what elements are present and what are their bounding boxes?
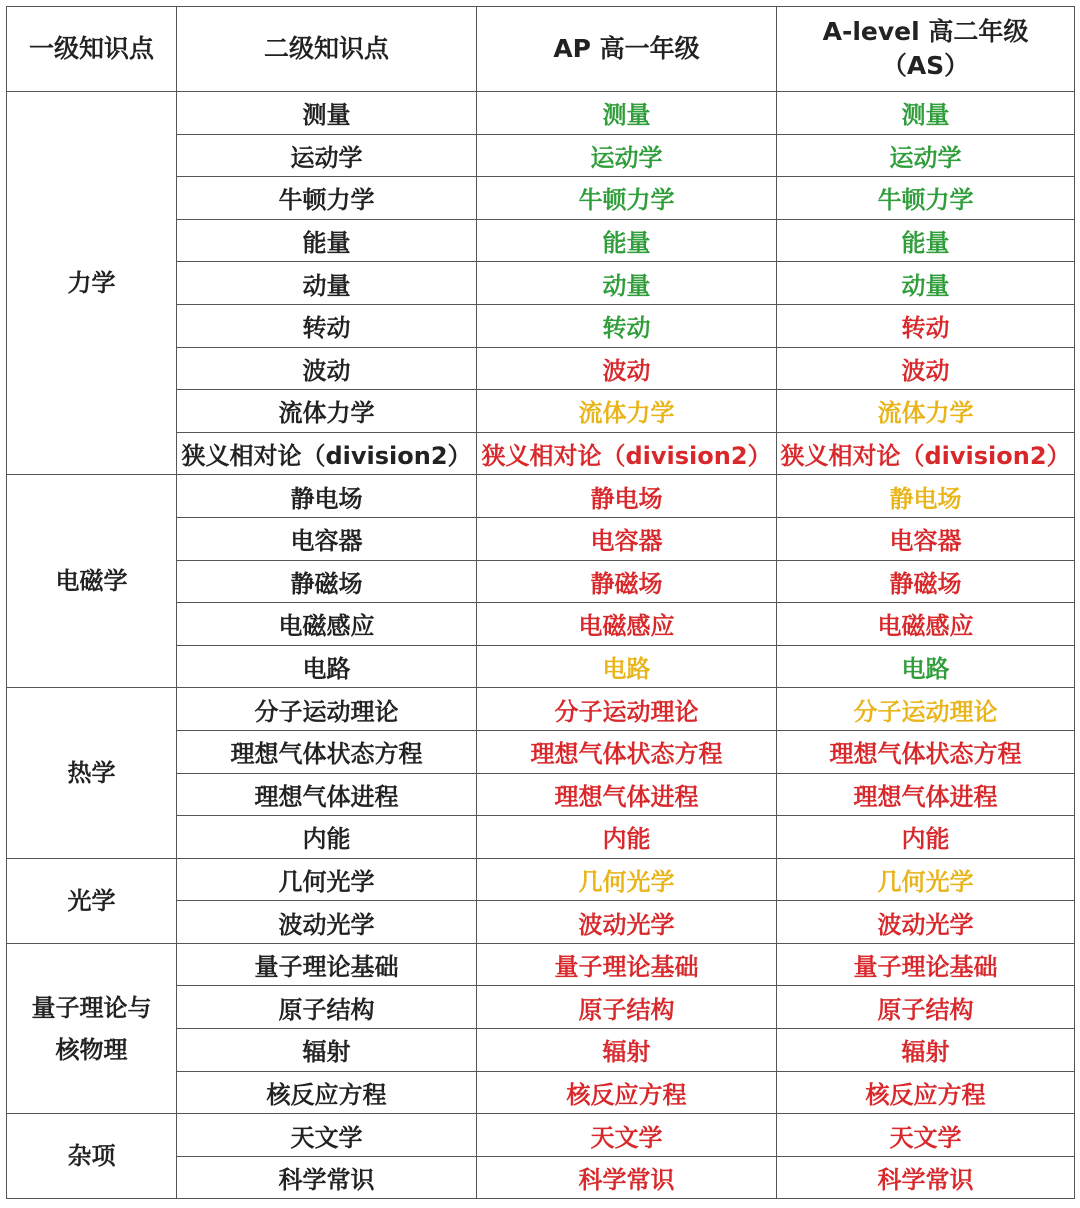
alevel-grade2-cell: 量子理论基础 [777, 943, 1075, 986]
ap-grade1-cell: 电容器 [477, 517, 777, 560]
category-name-line: 杂项 [67, 1142, 116, 1171]
subtopic-cell: 动量 [177, 262, 477, 305]
subtopic-cell: 原子结构 [177, 986, 477, 1029]
header-level2: 二级知识点 [177, 7, 477, 92]
ap-grade1-cell: 电磁感应 [477, 603, 777, 646]
ap-grade1-cell: 内能 [477, 816, 777, 859]
alevel-grade2-cell: 波动 [777, 347, 1075, 390]
header-level1: 一级知识点 [7, 7, 177, 92]
subtopic-cell: 量子理论基础 [177, 943, 477, 986]
alevel-grade2-cell: 几何光学 [777, 858, 1075, 901]
alevel-grade2-cell: 天文学 [777, 1114, 1075, 1157]
subtopic-cell: 能量 [177, 219, 477, 262]
ap-grade1-cell: 分子运动理论 [477, 688, 777, 731]
alevel-grade2-cell: 流体力学 [777, 390, 1075, 433]
ap-grade1-cell: 科学常识 [477, 1156, 777, 1199]
ap-grade1-cell: 转动 [477, 304, 777, 347]
alevel-grade2-cell: 能量 [777, 219, 1075, 262]
alevel-grade2-cell: 牛顿力学 [777, 177, 1075, 220]
subtopic-cell: 电磁感应 [177, 603, 477, 646]
category-cell [7, 688, 177, 858]
alevel-grade2-cell: 动量 [777, 262, 1075, 305]
alevel-grade2-cell: 分子运动理论 [777, 688, 1075, 731]
category-name-line: 热学 [67, 759, 116, 787]
category-cell [7, 475, 177, 688]
subtopic-cell: 测量 [177, 92, 477, 135]
alevel-grade2-cell: 原子结构 [777, 986, 1075, 1029]
alevel-grade2-cell: 理想气体进程 [777, 773, 1075, 816]
ap-grade1-cell: 牛顿力学 [477, 177, 777, 220]
subtopic-cell: 天文学 [177, 1114, 477, 1157]
category-cell [7, 1114, 177, 1199]
ap-grade1-cell: 理想气体进程 [477, 773, 777, 816]
ap-grade1-cell: 运动学 [477, 134, 777, 177]
subtopic-cell: 理想气体状态方程 [177, 730, 477, 773]
ap-grade1-cell: 狭义相对论（division2） [477, 432, 777, 475]
alevel-grade2-cell: 理想气体状态方程 [777, 730, 1075, 773]
ap-grade1-cell: 电路 [477, 645, 777, 688]
ap-grade1-cell: 静磁场 [477, 560, 777, 603]
subtopic-cell: 转动 [177, 304, 477, 347]
subtopic-cell: 辐射 [177, 1029, 477, 1072]
category-name-line: 电磁学 [55, 567, 128, 596]
ap-grade1-cell: 波动 [477, 347, 777, 390]
header-alevel-line2: （AS） [881, 51, 970, 80]
alevel-grade2-cell: 运动学 [777, 134, 1075, 177]
alevel-grade2-cell: 核反应方程 [777, 1071, 1075, 1114]
alevel-grade2-cell: 测量 [777, 92, 1075, 135]
ap-grade1-cell: 静电场 [477, 475, 777, 518]
subtopic-cell: 狭义相对论（division2） [177, 432, 477, 475]
table-row [7, 92, 1075, 135]
category-name-line: 量子理论与 [31, 993, 152, 1022]
table-row [7, 475, 1075, 518]
subtopic-cell: 电容器 [177, 517, 477, 560]
ap-grade1-cell: 能量 [477, 219, 777, 262]
table-row [7, 688, 1075, 731]
subtopic-cell: 分子运动理论 [177, 688, 477, 731]
knowledge-table-container [6, 6, 1074, 1199]
alevel-grade2-cell: 静磁场 [777, 560, 1075, 603]
subtopic-cell: 运动学 [177, 134, 477, 177]
ap-grade1-cell: 测量 [477, 92, 777, 135]
header-alevel [777, 7, 1075, 92]
category-name-line: 力学 [67, 269, 116, 298]
subtopic-cell: 科学常识 [177, 1156, 477, 1199]
alevel-grade2-cell: 转动 [777, 304, 1075, 347]
alevel-grade2-cell: 辐射 [777, 1029, 1075, 1072]
subtopic-cell: 内能 [177, 816, 477, 859]
subtopic-cell: 波动 [177, 347, 477, 390]
ap-grade1-cell: 核反应方程 [477, 1071, 777, 1114]
table-header [7, 7, 1075, 92]
category-cell [7, 943, 177, 1113]
header-alevel-line1: A-level 高二年级 [822, 17, 1029, 46]
subtopic-cell: 电路 [177, 645, 477, 688]
subtopic-cell: 理想气体进程 [177, 773, 477, 816]
subtopic-cell: 静磁场 [177, 560, 477, 603]
ap-grade1-cell: 天文学 [477, 1114, 777, 1157]
table-body [7, 92, 1075, 1199]
alevel-grade2-cell: 电磁感应 [777, 603, 1075, 646]
ap-grade1-cell: 理想气体状态方程 [477, 730, 777, 773]
subtopic-cell: 牛顿力学 [177, 177, 477, 220]
ap-grade1-cell: 原子结构 [477, 986, 777, 1029]
table-row [7, 943, 1075, 986]
subtopic-cell: 几何光学 [177, 858, 477, 901]
ap-grade1-cell: 辐射 [477, 1029, 777, 1072]
ap-grade1-cell: 流体力学 [477, 390, 777, 433]
ap-grade1-cell: 动量 [477, 262, 777, 305]
category-name-line: 光学 [67, 886, 116, 915]
table-row [7, 858, 1075, 901]
ap-grade1-cell: 波动光学 [477, 901, 777, 944]
ap-grade1-cell: 几何光学 [477, 858, 777, 901]
ap-grade1-cell: 量子理论基础 [477, 943, 777, 986]
subtopic-cell: 流体力学 [177, 390, 477, 433]
alevel-grade2-cell: 静电场 [777, 475, 1075, 518]
category-cell [7, 92, 177, 475]
subtopic-cell: 静电场 [177, 475, 477, 518]
table-row [7, 1114, 1075, 1157]
category-name-line: 核物理 [55, 1035, 128, 1064]
subtopic-cell: 波动光学 [177, 901, 477, 944]
alevel-grade2-cell: 电容器 [777, 517, 1075, 560]
alevel-grade2-cell: 内能 [777, 816, 1075, 859]
alevel-grade2-cell: 狭义相对论（division2） [777, 432, 1075, 475]
knowledge-point-table [6, 6, 1075, 1199]
header-row [7, 7, 1075, 92]
subtopic-cell: 核反应方程 [177, 1071, 477, 1114]
alevel-grade2-cell: 波动光学 [777, 901, 1075, 944]
category-cell [7, 858, 177, 943]
header-ap: AP 高一年级 [477, 7, 777, 92]
alevel-grade2-cell: 电路 [777, 645, 1075, 688]
alevel-grade2-cell: 科学常识 [777, 1156, 1075, 1199]
